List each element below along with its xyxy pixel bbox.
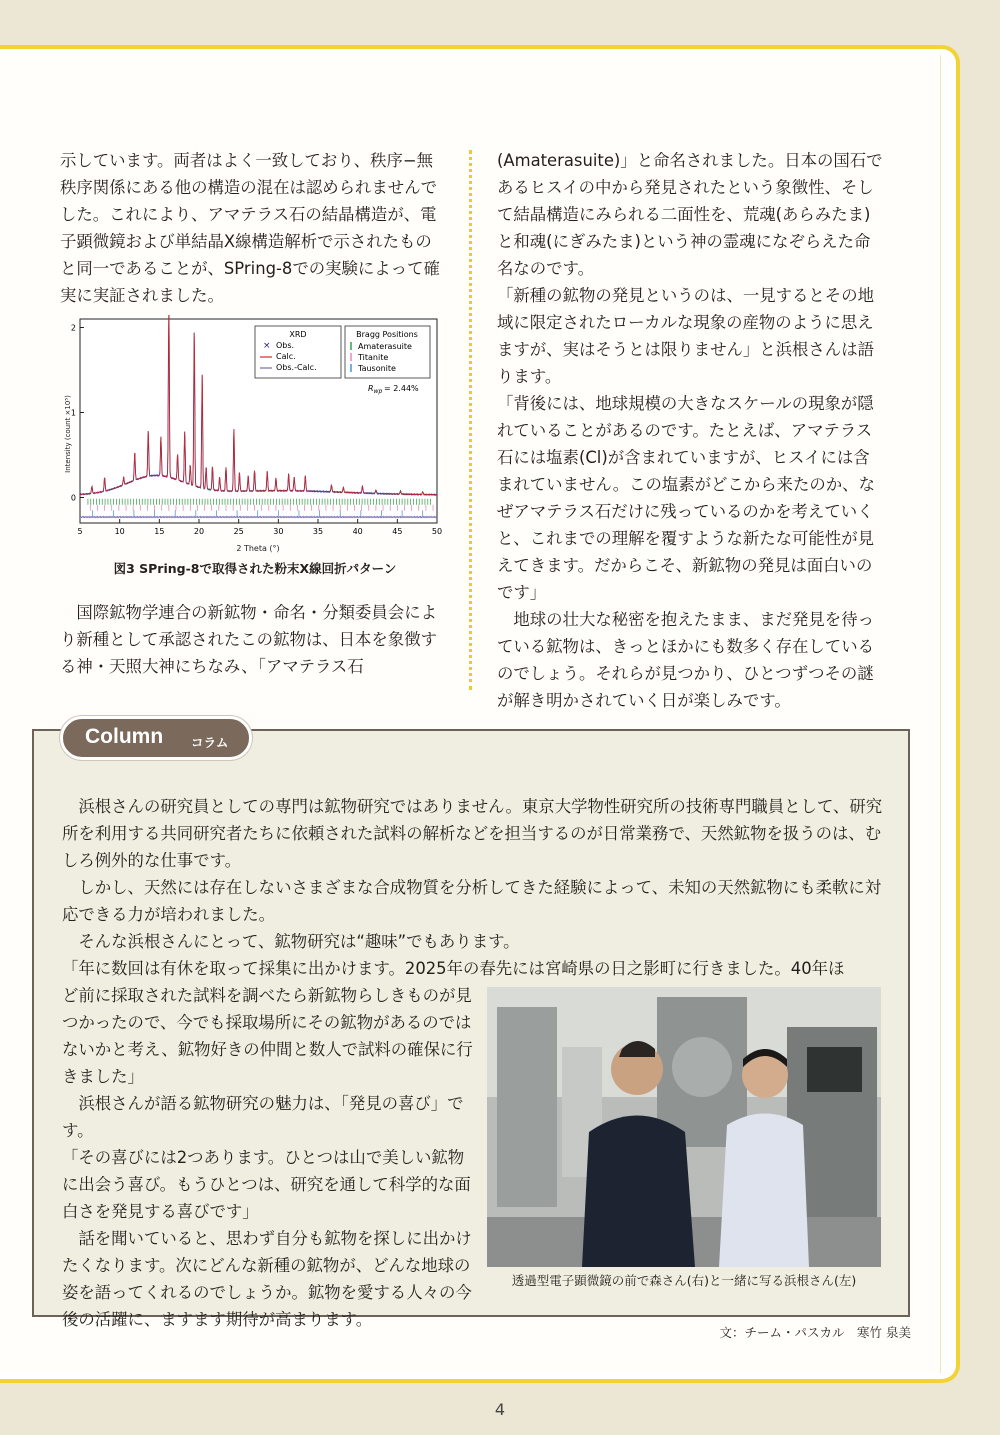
photo-caption: 透過型電子顕微鏡の前で森さん(右)と一緒に写る浜根さん(左) [511, 1273, 857, 1288]
bragg-amaterasuite: Amaterasuite [358, 342, 412, 351]
legend-bragg [345, 326, 430, 378]
rwp-value: = 2.44% [384, 384, 419, 393]
y-tick-label: 0 [70, 493, 76, 503]
x-tick-label: 10 [114, 527, 125, 536]
column-tab [60, 716, 252, 760]
x-tick-label: 50 [431, 527, 443, 536]
legend-title: XRD [289, 330, 307, 339]
column-paragraph-7: 話を聞いていると、思わず自分も鉱物を探しに出かけたくなります。次にどんな新種の鉱物が、どんな地球の姿を語ってくれるのでしょうか。鉱物を愛する人々の今後の活躍に、ますます期待が高まります。 [62, 1229, 472, 1329]
x-tick-label: 35 [312, 527, 324, 536]
xrd-figure [60, 315, 450, 570]
x-tick-label: 45 [392, 527, 403, 536]
column-paragraph-5: 浜根さんが語る鉱物研究の魅力は、「発見の喜び」です。 [62, 1094, 464, 1140]
right-paragraph-3: 「背後には、地球規模の大きなスケールの現象が隠れていることがあるのです。たとえば、アマテラス石には塩素(Cl)が含まれていますが、ヒスイには含まれていません。この塩素がどこから来たのか、なぜアマテラス石だけに残っているのかを考えていくと、これまでの理解を覆すような新たな可能性が見えてきます。だからこそ、新鉱物の発見は面白いのです」 [497, 394, 875, 602]
column-paragraph-4-rest: ど前に採取された試料を調べたら新鉱物らしきものが見つかったので、今でも採取場所にその鉱物があるのではないかと考え、鉱物好きの仲間と数人で試料の確保に行きました」 [62, 986, 473, 1086]
column-paragraph-2: しかし、天然には存在しないさまざまな合成物質を分析してきた経験によって、未知の天然鉱物にも柔軟に対応できる力が培われました。 [62, 878, 882, 924]
right-column [497, 147, 885, 714]
column-text-top [62, 793, 886, 982]
legend-xrd [255, 326, 341, 378]
bragg-title: Bragg Positions [356, 330, 418, 339]
left-paragraph-1: 示しています。両者はよく一致しており、秩序−無秩序関係にある他の構造の混在は認められませんでした。これにより、アマテラス石の結晶構造が、電子顕微鏡および単結晶X線構造解析で示されたものと同一であることが、SPring-8での実験によって確実に実証されました。 [60, 151, 440, 305]
figure-caption: 図3 SPring-8で取得された粉末X線回折パターン [113, 561, 397, 576]
x-tick-label: 25 [233, 527, 244, 536]
x-axis-label: 2 Theta (°) [236, 544, 280, 553]
column-divider [469, 150, 472, 690]
legend-diff: Obs.-Calc. [276, 363, 317, 372]
x-tick-label: 30 [273, 527, 284, 536]
column-paragraph-1: 浜根さんの研究員としての専門は鉱物研究ではありません。東京大学物性研究所の技術専門職員として、研究所を利用する共同研究者たちに依頼された試料の解析などを担当するのが日常業務で、天然鉱物を扱うのは、むしろ例外的な仕事です。 [62, 797, 883, 870]
lab-photo-image [487, 987, 881, 1267]
y-tick-label: 2 [70, 323, 76, 333]
x-tick-label: 40 [352, 527, 363, 536]
y-tick-label: 1 [70, 408, 76, 418]
obs-marker-icon: × [263, 341, 271, 351]
right-paragraph-2: 「新種の鉱物の発見というのは、一見するとその地域に限定されたローカルな現象の産物のように思えますが、実はそうとは限りません」と浜根さんは語ります。 [497, 286, 874, 386]
left-column-lower [60, 599, 445, 680]
page-number: 4 [494, 1400, 506, 1419]
column-paragraph-6: 「その喜びには2つあります。ひとつは山で美しい鉱物に出会う喜び。もうひとつは、研究を通して科学的な面白さを発見する喜びです」 [62, 1148, 471, 1221]
y-axis-label: Intensity (count ×10⁵) [64, 395, 72, 473]
left-paragraph-2: 国際鉱物学連合の新鉱物・命名・分類委員会により新種として承認されたこの鉱物は、日本を象徴する神・天照大神にちなみ、「アマテラス石 [60, 603, 437, 676]
right-paragraph-1: (Amaterasuite)」と命名されました。日本の国石であるヒスイの中から発見されたという象徴性、そして結晶構造にみられる二面性を、荒魂(あらみたま)と和魂(にぎみたま)という神の霊魂になぞらえた命名なのです。 [497, 151, 883, 278]
lab-photo [487, 987, 881, 1267]
bragg-tausonite: Tausonite [358, 364, 396, 373]
x-tick-label: 20 [193, 527, 205, 536]
legend-obs: Obs. [276, 341, 295, 350]
xrd-chart [60, 315, 450, 555]
column-text-left [62, 982, 475, 1333]
legend-calc: Calc. [276, 352, 296, 361]
bragg-titanite: Titanite [358, 353, 389, 362]
column-paragraph-4-line1: 「年に数回は有休を取って採集に出かけます。2025年の春先には宮崎県の日之影町に行きました。40年ほ [62, 959, 845, 978]
left-column [60, 147, 445, 309]
right-paragraph-4: 地球の壮大な秘密を抱えたまま、まだ発見を待っている鉱物は、きっとほかにも数多く存在しているのでしょう。それらが見つかり、ひとつずつその謎が解き明かされていく日が楽しみです。 [497, 610, 874, 710]
column-paragraph-3: そんな浜根さんにとって、鉱物研究は“趣味”でもあります。 [78, 932, 520, 951]
x-tick-label: 5 [77, 527, 83, 536]
x-tick-label: 15 [154, 527, 165, 536]
column-title-ja: コラム [191, 735, 229, 750]
rwp-symbol: $R_{wp}$ [368, 384, 383, 395]
column-title: Column [85, 725, 164, 748]
credit: 文：チーム・パスカル 寒竹 泉美 [719, 1325, 911, 1340]
